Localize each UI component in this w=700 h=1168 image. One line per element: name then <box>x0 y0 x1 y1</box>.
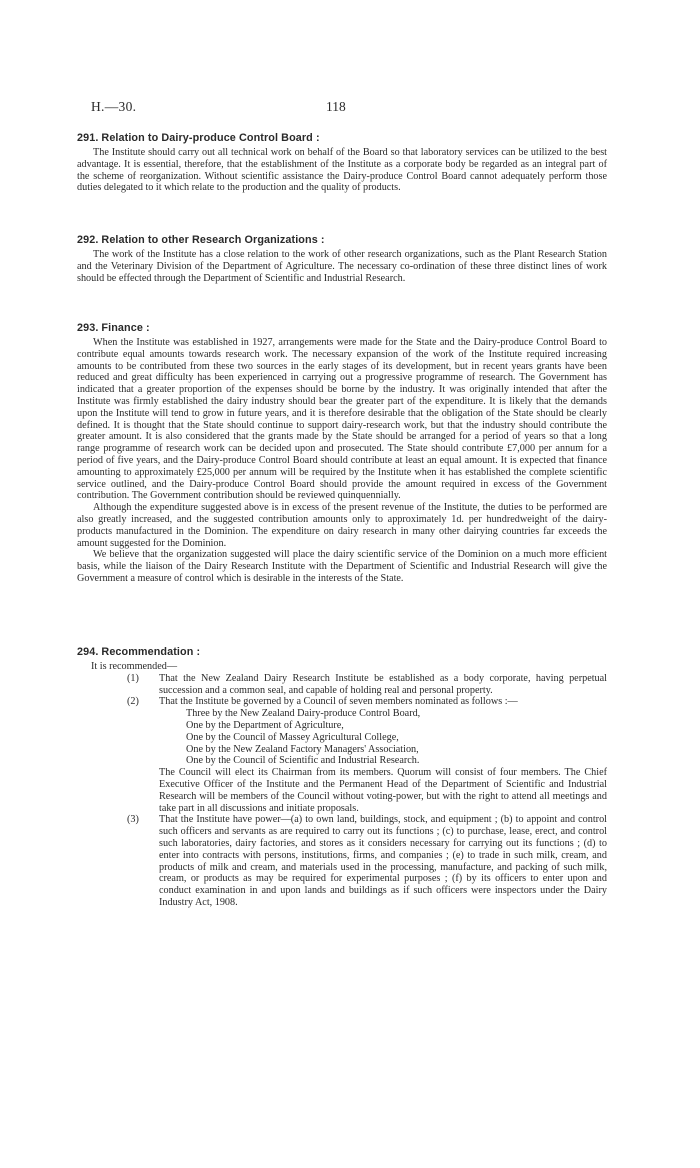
council-member: One by the Department of Agriculture, <box>186 719 344 731</box>
item-marker: (1) <box>127 672 139 684</box>
paragraph: We believe that the organization suggested will place the dairy scientific service of the Dominion on a much more efficient basis, while the liaison of the Dairy Research Institute with the Department of Scientific and Industrial Research will give the Government a measure of control which is desirable in the interests of the State. <box>77 549 607 584</box>
section-294 <box>77 645 607 909</box>
paragraph: When the Institute was established in 1927, arrangements were made for the State and the Dairy-produce Control Board to contribute equal amounts towards research work. The necessary expansion of the work of the Institute required increasing amounts to be contributed from these two sources in the early stages of its development, but in recent years grants have been reduced and great difficulty has been experienced in carrying out a progressive programme of research. The Government has indicated that a greater proportion of the expenses should be borne by the industry. It was originally intended that after the Institute was firmly established the dairy industry should bear the greater part of the expenditure. It is likely that the demands upon the Institute will tend to grow in future years, and it is therefore desirable that the obligation of the State should be clearly defined. It is thought that the State should continue to support dairy-research work, but that the industry should contribute the greater amount. It is also considered that the grants made by the State should be arranged for a period of years so that a long range programme of research work can be decided upon and prosecuted. The State should contribute £7,000 per annum for a period of five years, and the Dairy-produce Control Board should contribute at least an equal amount. It is expected that finance amounting to approximately £25,000 per annum will be required by the Institute when it has established the complete scientific service outlined, and the Dairy-produce Control Board should provide the amount required in excess of the Government contribution. The Government contribution should be reviewed quinquennially. <box>77 337 607 502</box>
section-title: Relation to Dairy-produce Control Board : <box>101 132 320 144</box>
section-title: Recommendation : <box>101 646 201 658</box>
section-number: 292. <box>77 234 99 246</box>
council-note: The Council will elect its Chairman from its members. Quorum will consist of four members. The Chief Executive Officer of the Institute and the Permanent Head of the Department of Scientific and Industrial Research will be members of the Council without voting-power, but with the right to attend all meetings and take part in all discussions and initiate proposals. <box>159 767 607 814</box>
section-heading <box>77 233 607 247</box>
item-marker: (3) <box>127 814 139 826</box>
section-number: 294. <box>77 646 99 658</box>
council-member: One by the New Zealand Factory Managers' Association, <box>186 743 419 755</box>
recommendation-item <box>77 696 607 814</box>
council-member: Three by the New Zealand Dairy-produce Control Board, <box>186 708 421 720</box>
recommendation-item <box>77 673 607 697</box>
document-code: H.—30. <box>91 99 137 114</box>
recommendation-lead: It is recommended— <box>91 661 178 672</box>
section-heading <box>77 131 607 145</box>
council-member: One by the Council of Scientific and Industrial Research. <box>186 755 420 767</box>
section-number: 291. <box>77 132 99 144</box>
item-text: That the Institute have power—(a) to own land, buildings, stock, and equipment ; (b) to appoint and control such officers and servants as are required to carry out its functions ; (c) to purchase, lease, erect, and control such laboratories, dairy factories, and stores as it considers necessary for carrying out its functions ; (d) to enter into contracts with persons, institutions, firms, and companies ; (e) to trade in such milk, cream, and products of milk and cream, and materials used in the processing, manufacture, and packing of such milk, cream, or products as may be required for experimental purposes ; (f) by its officers to enter upon and conduct examination in and upon lands and buildings as if such officers were inspectors under the Dairy Industry Act, 1908. <box>159 814 607 908</box>
paragraph: The work of the Institute has a close relation to the work of other research organizations, such as the Plant Research Station and the Veterinary Division of the Department of Agriculture. The necessary co-ordination of these three distinct lines of work should be effected through the Department of Scientific and Industrial Research. <box>77 249 607 284</box>
item-text: That the Institute be governed by a Council of seven members nominated as follows :— <box>159 696 518 708</box>
item-text: That the New Zealand Dairy Research Institute be established as a body corporate, having perpetual succession and a common seal, and capable of holding real and personal property. <box>159 672 607 696</box>
item-marker: (2) <box>127 696 139 708</box>
paragraph: The Institute should carry out all technical work on behalf of the Board so that laboratory services can be utilized to the best advantage. It is essential, therefore, that the establishment of the Institute as a corporate body be regarded as an integral part of the scheme of reorganization. Without scientific assistance the Dairy-produce Control Board cannot adequately perform those duties delegated to it which relate to the production and the quality of products. <box>77 147 607 194</box>
section-293 <box>77 321 607 585</box>
section-number: 293. <box>77 322 99 334</box>
section-heading <box>77 645 607 659</box>
page-number: 118 <box>326 99 346 114</box>
section-title: Finance : <box>101 322 150 334</box>
section-title: Relation to other Research Organizations : <box>101 234 325 246</box>
running-header <box>91 99 609 115</box>
paragraph: Although the expenditure suggested above is in excess of the present revenue of the Institute, the duties to be performed are also greatly increased, and the suggested contribution amounts only to approximately 1d. per hundredweight of the dairy-products manufactured in the Dominion. The expenditure on dairy research in many other dairying countries far exceeds the amount suggested for the Dominion. <box>77 502 607 549</box>
recommendation-list <box>77 673 607 909</box>
recommendation-item <box>77 814 607 908</box>
section-291 <box>77 131 607 194</box>
section-292 <box>77 233 607 284</box>
section-heading <box>77 321 607 335</box>
council-member: One by the Council of Massey Agricultural College, <box>186 731 399 743</box>
council-member-list <box>159 708 607 767</box>
